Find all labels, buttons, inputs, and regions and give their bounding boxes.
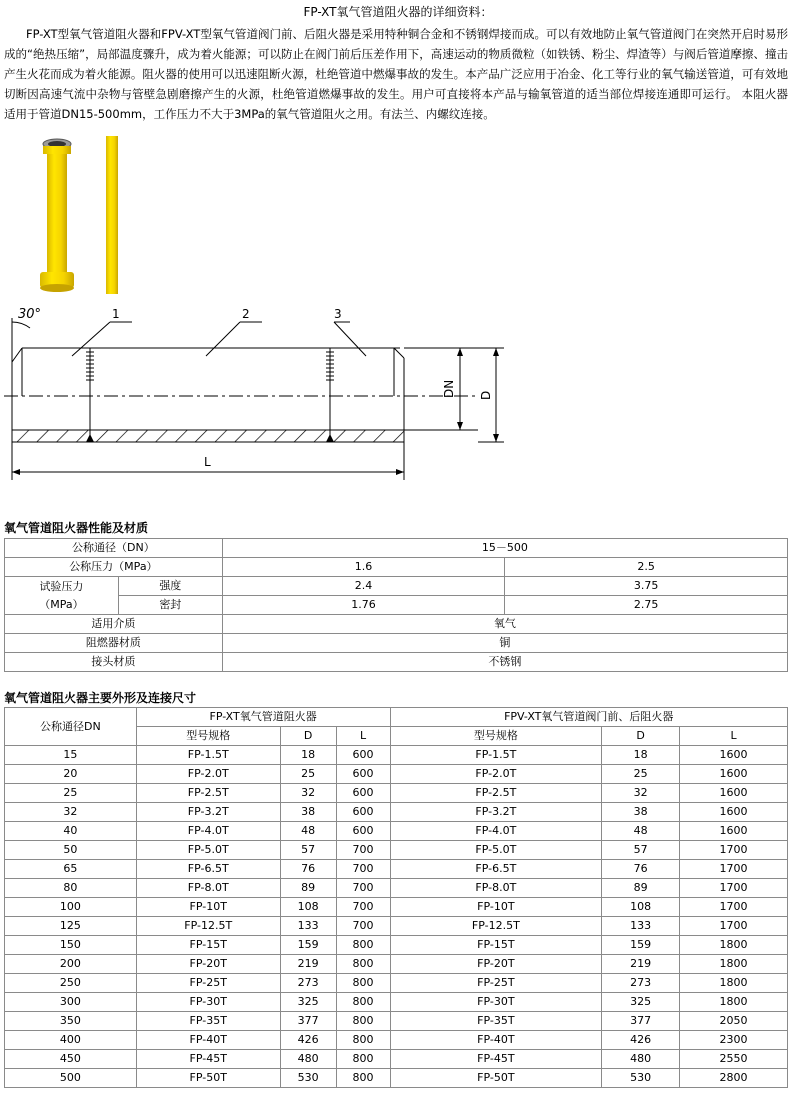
- cell: 2.5: [505, 558, 788, 577]
- product-photo: [36, 136, 126, 296]
- table-cell: 800: [336, 1069, 390, 1088]
- table-row: [5, 1050, 788, 1069]
- table-cell: FP-2.0T: [390, 765, 602, 784]
- table-cell: FP-50T: [390, 1069, 602, 1088]
- table-cell: FP-1.5T: [390, 746, 602, 765]
- sub-label: 强度: [118, 577, 222, 596]
- table-cell: 80: [5, 879, 137, 898]
- table-cell: 48: [602, 822, 680, 841]
- table-cell: 600: [336, 765, 390, 784]
- table-cell: 1600: [680, 784, 788, 803]
- table-cell: 1700: [680, 898, 788, 917]
- table-cell: 800: [336, 993, 390, 1012]
- table-cell: FP-8.0T: [136, 879, 280, 898]
- cell: 3.75: [505, 577, 788, 596]
- table-cell: 100: [5, 898, 137, 917]
- table-row: [5, 879, 788, 898]
- table-cell: FP-45T: [390, 1050, 602, 1069]
- table-cell: 1800: [680, 936, 788, 955]
- table-cell: 25: [5, 784, 137, 803]
- table-cell: 1700: [680, 879, 788, 898]
- sub-label: 密封: [118, 596, 222, 615]
- table-cell: 377: [280, 1012, 336, 1031]
- table-cell: 20: [5, 765, 137, 784]
- column-header: 型号规格: [390, 727, 602, 746]
- table-cell: FP-8.0T: [390, 879, 602, 898]
- test-pressure-label: 试验压力: [39, 579, 84, 593]
- table-cell: 50: [5, 841, 137, 860]
- table-cell: FP-15T: [136, 936, 280, 955]
- table-cell: 1700: [680, 860, 788, 879]
- table-cell: 76: [602, 860, 680, 879]
- table-cell: 89: [602, 879, 680, 898]
- table-row: [5, 765, 788, 784]
- table-header-row: [5, 708, 788, 727]
- table-cell: 38: [602, 803, 680, 822]
- table-cell: 200: [5, 955, 137, 974]
- table-cell: FP-40T: [136, 1031, 280, 1050]
- cell: 1.76: [222, 596, 505, 615]
- column-header: L: [680, 727, 788, 746]
- table-cell: 18: [602, 746, 680, 765]
- table-cell: 2050: [680, 1012, 788, 1031]
- table-cell: FP-20T: [136, 955, 280, 974]
- table-row: [5, 1012, 788, 1031]
- dn-label: DN: [442, 379, 456, 398]
- table-row: [5, 653, 788, 672]
- table-cell: 530: [602, 1069, 680, 1088]
- table-row: [5, 803, 788, 822]
- table-cell: FP-35T: [390, 1012, 602, 1031]
- column-header: L: [336, 727, 390, 746]
- table-cell: 700: [336, 898, 390, 917]
- dimensions-table: [4, 707, 788, 1088]
- table-cell: FP-2.5T: [136, 784, 280, 803]
- table-cell: 32: [602, 784, 680, 803]
- table-cell: 377: [602, 1012, 680, 1031]
- table-row: [5, 898, 788, 917]
- table-cell: FP-3.2T: [390, 803, 602, 822]
- table-cell: 273: [280, 974, 336, 993]
- table-cell: 350: [5, 1012, 137, 1031]
- table-row: [5, 993, 788, 1012]
- label-1: 1: [112, 307, 120, 321]
- table-cell: 450: [5, 1050, 137, 1069]
- column-header: D: [280, 727, 336, 746]
- cell: 氧气: [222, 615, 787, 634]
- table-cell: 480: [280, 1050, 336, 1069]
- table-cell: 18: [280, 746, 336, 765]
- table-cell: 325: [602, 993, 680, 1012]
- table-cell: 133: [602, 917, 680, 936]
- table-row: [5, 974, 788, 993]
- table-cell: 15: [5, 746, 137, 765]
- table-cell: FP-45T: [136, 1050, 280, 1069]
- row-label: 公称通径（DN）: [5, 539, 223, 558]
- table-cell: FP-25T: [136, 974, 280, 993]
- table-cell: 65: [5, 860, 137, 879]
- table-cell: 800: [336, 955, 390, 974]
- table-row: [5, 615, 788, 634]
- table-cell: 1600: [680, 822, 788, 841]
- table-cell: 57: [280, 841, 336, 860]
- table-cell: 800: [336, 974, 390, 993]
- table-cell: 159: [280, 936, 336, 955]
- table-cell: 1800: [680, 955, 788, 974]
- table-cell: 700: [336, 917, 390, 936]
- table-cell: FP-4.0T: [390, 822, 602, 841]
- table-row: [5, 558, 788, 577]
- table-cell: 700: [336, 879, 390, 898]
- table-cell: 400: [5, 1031, 137, 1050]
- table-cell: 600: [336, 803, 390, 822]
- table-cell: 1800: [680, 974, 788, 993]
- table-cell: 133: [280, 917, 336, 936]
- cell: 15－500: [222, 539, 787, 558]
- table-cell: FP-15T: [390, 936, 602, 955]
- row-label: 公称压力（MPa）: [5, 558, 223, 577]
- table-cell: FP-6.5T: [390, 860, 602, 879]
- table-cell: 38: [280, 803, 336, 822]
- angle-label: 30°: [18, 307, 42, 322]
- table-cell: 108: [602, 898, 680, 917]
- table-cell: 600: [336, 784, 390, 803]
- table-cell: FP-25T: [390, 974, 602, 993]
- table-cell: 800: [336, 1012, 390, 1031]
- table-cell: 800: [336, 1031, 390, 1050]
- label-2: 2: [242, 307, 250, 321]
- table-cell: 800: [336, 1050, 390, 1069]
- table-row: [5, 841, 788, 860]
- table-cell: 530: [280, 1069, 336, 1088]
- table-cell: 219: [280, 955, 336, 974]
- label-3: 3: [334, 307, 342, 321]
- table-cell: 57: [602, 841, 680, 860]
- table-cell: FP-2.0T: [136, 765, 280, 784]
- table-cell: 125: [5, 917, 137, 936]
- table-cell: 1600: [680, 746, 788, 765]
- table-cell: FP-12.5T: [390, 917, 602, 936]
- table-cell: 600: [336, 822, 390, 841]
- table-cell: 600: [336, 746, 390, 765]
- table-cell: 2800: [680, 1069, 788, 1088]
- table-row: [5, 746, 788, 765]
- table-cell: 32: [280, 784, 336, 803]
- column-header: D: [602, 727, 680, 746]
- table-cell: FP-10T: [136, 898, 280, 917]
- table-cell: FP-12.5T: [136, 917, 280, 936]
- table-cell: 1600: [680, 765, 788, 784]
- table-cell: FP-5.0T: [136, 841, 280, 860]
- table-cell: FP-10T: [390, 898, 602, 917]
- table-row: [5, 917, 788, 936]
- table-cell: 500: [5, 1069, 137, 1088]
- table-cell: 1700: [680, 917, 788, 936]
- table-cell: 700: [336, 860, 390, 879]
- table-row: [5, 1069, 788, 1088]
- cell: 2.4: [222, 577, 505, 596]
- table-cell: 48: [280, 822, 336, 841]
- table-row: [5, 1031, 788, 1050]
- table-cell: 40: [5, 822, 137, 841]
- table-cell: FP-20T: [390, 955, 602, 974]
- table-cell: 159: [602, 936, 680, 955]
- row-label: [5, 577, 119, 615]
- table-cell: 219: [602, 955, 680, 974]
- dimensions-table-body: [5, 746, 788, 1088]
- table-cell: FP-3.2T: [136, 803, 280, 822]
- table-cell: 25: [602, 765, 680, 784]
- intro-paragraph: FP-XT型氧气管道阻火器和FPV-XT型氧气管道阀门前、后阻火器是采用特种铜合金和不锈钢焊接而成。可以有效地防止氧气管道阀门在突然开启时易形成的“绝热压缩”，局部温度骤升，成为着火能源；可以防止在阀门前后压差作用下，高速运动的物质微粒（如铁锈、粉尘、焊渣等）与阀后管道摩擦、撞击产生火花而成为着火能源。阻火器的使用可以迅速阻断火源，杜绝管道中燃爆事故的发生。本产品广泛应用于冶金、化工等行业的氧气输送管道，可有效地切断因高速气流中杂物与管壁急剧磨擦产生的火源，杜绝管道燃爆事故的发生。用户可直接将本产品与输氧管道的适当部位焊接连通即可运行。 本阻火器适用于管道DN15-500mm，工作压力不大于3MPa的氧气管道阻火之用。有法兰、内螺纹连接。: [4, 27, 788, 121]
- table-cell: 2300: [680, 1031, 788, 1050]
- page-title: FP-XT氧气管道阻火器的详细资料：: [303, 5, 493, 19]
- cell: 铜: [222, 634, 787, 653]
- table-cell: 426: [602, 1031, 680, 1050]
- table-cell: FP-35T: [136, 1012, 280, 1031]
- column-header: 型号规格: [136, 727, 280, 746]
- table-row: [5, 936, 788, 955]
- cell: 1.6: [222, 558, 505, 577]
- d-label: D: [479, 390, 493, 400]
- table-cell: FP-4.0T: [136, 822, 280, 841]
- dn-header: 公称通径DN: [5, 708, 137, 746]
- row-label: 阻燃器材质: [5, 634, 223, 653]
- table-cell: 32: [5, 803, 137, 822]
- table-cell: 2550: [680, 1050, 788, 1069]
- table-cell: 300: [5, 993, 137, 1012]
- table-cell: FP-1.5T: [136, 746, 280, 765]
- table-cell: 250: [5, 974, 137, 993]
- table-cell: FP-2.5T: [390, 784, 602, 803]
- table-cell: FP-6.5T: [136, 860, 280, 879]
- table-cell: FP-30T: [136, 993, 280, 1012]
- table-cell: FP-40T: [390, 1031, 602, 1050]
- table-cell: FP-5.0T: [390, 841, 602, 860]
- performance-table: [4, 538, 788, 672]
- table-cell: FP-30T: [390, 993, 602, 1012]
- table-cell: 325: [280, 993, 336, 1012]
- table-cell: 800: [336, 936, 390, 955]
- section-title-dimensions: 氧气管道阻火器主要外形及连接尺寸: [4, 691, 197, 705]
- table-cell: 89: [280, 879, 336, 898]
- section-diagram: [0, 300, 520, 490]
- table-cell: 700: [336, 841, 390, 860]
- table-cell: 1600: [680, 803, 788, 822]
- table-cell: 108: [280, 898, 336, 917]
- row-label: 接头材质: [5, 653, 223, 672]
- table-row: [5, 784, 788, 803]
- table-cell: 1700: [680, 841, 788, 860]
- table-cell: 1800: [680, 993, 788, 1012]
- table-row: [5, 822, 788, 841]
- table-row: [5, 634, 788, 653]
- table-row: [5, 577, 788, 596]
- table-cell: 25: [280, 765, 336, 784]
- table-cell: 426: [280, 1031, 336, 1050]
- row-label: 适用介质: [5, 615, 223, 634]
- test-pressure-unit: （MPa）: [39, 597, 84, 611]
- section-title-performance: 氧气管道阻火器性能及材质: [4, 521, 149, 535]
- table-cell: 76: [280, 860, 336, 879]
- group-header-fp: FP-XT氧气管道阻火器: [136, 708, 390, 727]
- table-row: [5, 860, 788, 879]
- l-label: L: [204, 455, 211, 469]
- table-cell: FP-50T: [136, 1069, 280, 1088]
- table-row: [5, 596, 788, 615]
- table-cell: 480: [602, 1050, 680, 1069]
- table-cell: 150: [5, 936, 137, 955]
- table-cell: 273: [602, 974, 680, 993]
- cell: 不锈钢: [222, 653, 787, 672]
- table-row: [5, 955, 788, 974]
- group-header-fpv: FPV-XT氧气管道阀门前、后阻火器: [390, 708, 788, 727]
- cell: 2.75: [505, 596, 788, 615]
- table-row: [5, 539, 788, 558]
